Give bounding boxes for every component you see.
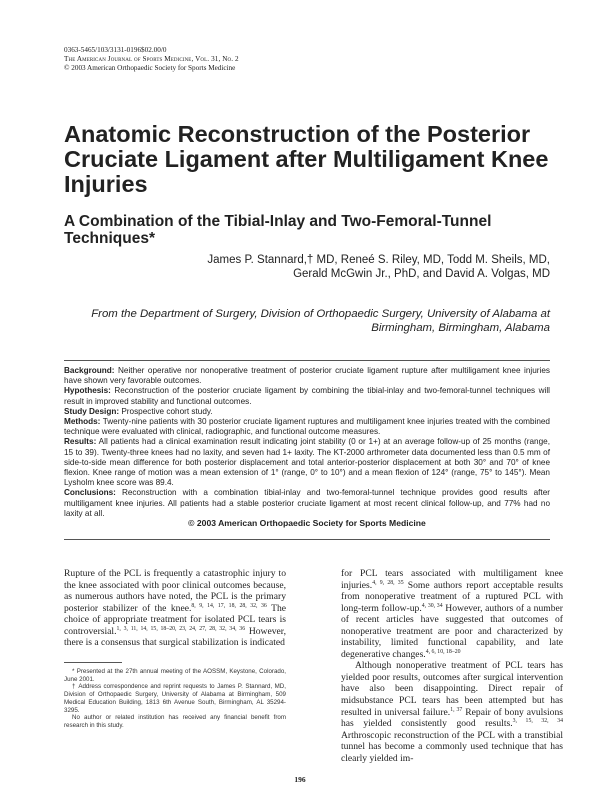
citation-refs: 4, 30, 34 — [421, 602, 443, 609]
body-column-left — [64, 568, 286, 649]
affiliation — [30, 307, 550, 335]
abstract-results — [64, 437, 550, 488]
abstract-text: Reconstruction of the posterior cruciate ligament by combining the tibial-inlay and two-femoral-tunnel techniques will result in improved stability and functional outcomes. — [64, 386, 550, 406]
abstract-hypothesis — [64, 386, 550, 406]
abstract-label: Conclusions: — [64, 488, 116, 498]
article-code: 0363-5465/103/3131-0196$02.00/0 — [64, 46, 167, 54]
abstract — [64, 366, 550, 519]
body-text: However, authors of a number of recent articles have suggested that outcomes of nonoperative treatment are poor and characterized by instability, limited functional capability, and late degenerative changes. — [341, 602, 563, 660]
author-line-2: Gerald McGwin Jr., PhD, and David A. Volgas, MD — [293, 268, 550, 280]
citation-refs: 4, 9, 28, 35 — [372, 579, 404, 586]
journal-header — [64, 46, 364, 74]
abstract-copyright: © 2003 American Orthopaedic Society for Sports Medicine — [188, 518, 426, 528]
abstract-text: Neither operative nor nonoperative treatment of posterior cruciate ligament rupture after multiligament knee injuries have shown very favorable outcomes. — [64, 366, 550, 386]
abstract-label: Study Design: — [64, 406, 120, 416]
body-text: Arthroscopic reconstruction of the PCL with a transtibial tunnel has become a commonly used technique that has clearly yielded im- — [341, 729, 563, 764]
footnotes — [64, 668, 286, 730]
body-text: The choice of appropriate treatment for isolated PCL tears is controversial. — [64, 602, 286, 637]
body-text: for PCL tears associated with multiligament knee injuries. — [341, 568, 563, 591]
abstract-text: Reconstruction with a combination tibial-inlay and two-femoral-tunnel technique provides good results after multiligament knee injuries. All patients had a stable posterior cruciate ligament at most recent clinical follow-up, and 77% had no laxity at all. — [64, 488, 550, 518]
body-text: Rupture of the PCL is frequently a catastrophic injury to the knee associated with poor clinical outcomes because, as numerous authors have noted, the PCL is the primary posterior stabilizer of the knee. — [64, 568, 286, 614]
journal-citation: The American Journal of Sports Medicine, Vol. 31, No. 2 — [64, 55, 239, 64]
footnote-correspondence: † Address correspondence and reprint requests to James P. Stannard, MD, Division of Orthopaedic Surgery, University of Alabama at Birmingham, 509 Medical Education Building, 1813 6th Avenue South, Birmingham, AL 35294-3295. — [64, 683, 286, 714]
citation-refs: 1, 3, 11, 14, 15, 18–20, 23, 24, 27, 28, 32, 34, 36 — [116, 625, 246, 632]
abstract-text: Twenty-nine patients with 30 posterior cruciate ligament ruptures and multiligament knee injuries treated with the combined technique were evaluated with clinical, radiographic, and functional outcome measures. — [64, 417, 550, 437]
body-text: Some authors report acceptable results from nonoperative treatment of a ruptured PCL with long-term follow-up. — [341, 579, 563, 614]
body-paragraph — [64, 568, 286, 649]
body-paragraph — [341, 660, 563, 764]
abstract-top-rule — [64, 360, 550, 361]
abstract-text: Prospective cohort study. — [121, 406, 213, 416]
abstract-background — [64, 366, 550, 386]
abstract-conclusions — [64, 488, 550, 519]
header-copyright: © 2003 American Orthopaedic Society for Sports Medicine — [64, 64, 236, 73]
citation-refs: 3, 15, 32, 34 — [512, 717, 564, 724]
abstract-bottom-rule — [64, 539, 550, 540]
abstract-label: Results: — [64, 437, 97, 447]
abstract-design — [64, 407, 550, 417]
footnote-rule — [64, 662, 122, 663]
author-line-1: James P. Stannard,† MD, Reneé S. Riley, MD, Todd M. Sheils, MD, — [207, 254, 550, 266]
abstract-methods — [64, 417, 550, 437]
body-paragraph — [341, 568, 563, 660]
article-subtitle: A Combination of the Tibial-Inlay and Two-Femoral-Tunnel Techniques* — [64, 213, 492, 247]
author-list — [130, 253, 550, 281]
abstract-text: All patients had a clinical examination result indicating joint stability (0 or 1+) at an average follow-up of 25 months (range, 15 to 39). Twenty-three knees had no laxity, and seven had 1+ laxity. The KT-2000 arthrometer data documented less than 0.5 mm of side-to-side mean difference for both posterior displacement and total anterior-posterior displacement at both 30° and 70° of knee flexion. Knee range of motion was a mean extension of 1° (range, 0° to 10°) and a mean flexion of 124° (range, 75° to 145°). Mean Lysholm knee score was 89.4. — [64, 437, 550, 488]
footnote-presented: * Presented at the 27th annual meeting of the AOSSM, Keystone, Colorado, June 2001. — [64, 668, 286, 683]
body-text: However, there is a consensus that surgical stabilization is indicated — [64, 625, 286, 649]
citation-refs: 8, 9, 14, 17, 18, 28, 32, 36 — [191, 602, 267, 609]
body-text: Although nonoperative treatment of PCL tears has yielded poor results, outcomes after surgical intervention have also been disappointing. Direct repair of midsubstance PCL tears has been attempted but has resulted in universal failure. — [341, 660, 563, 718]
abstract-label: Methods: — [64, 417, 101, 427]
body-text: Repair of bony avulsions has yielded consistently good results. — [341, 706, 564, 730]
citation-refs: 4, 6, 10, 18–20 — [425, 648, 461, 655]
article-title: Anatomic Reconstruction of the Posterior Cruciate Ligament after Multiligament Knee Injuries — [64, 121, 549, 197]
page-number: 196 — [294, 775, 306, 784]
affiliation-line-2: Birmingham, Birmingham, Alabama — [371, 322, 550, 334]
body-column-right — [341, 568, 563, 764]
footnote-disclosure: No author or related institution has received any financial benefit from research in this study. — [64, 714, 286, 729]
abstract-label: Hypothesis: — [64, 386, 111, 396]
abstract-label: Background: — [64, 366, 115, 375]
citation-refs: 1, 37 — [450, 706, 463, 713]
affiliation-line-1: From the Department of Surgery, Division of Orthopaedic Surgery, University of Alabama at — [91, 308, 550, 320]
